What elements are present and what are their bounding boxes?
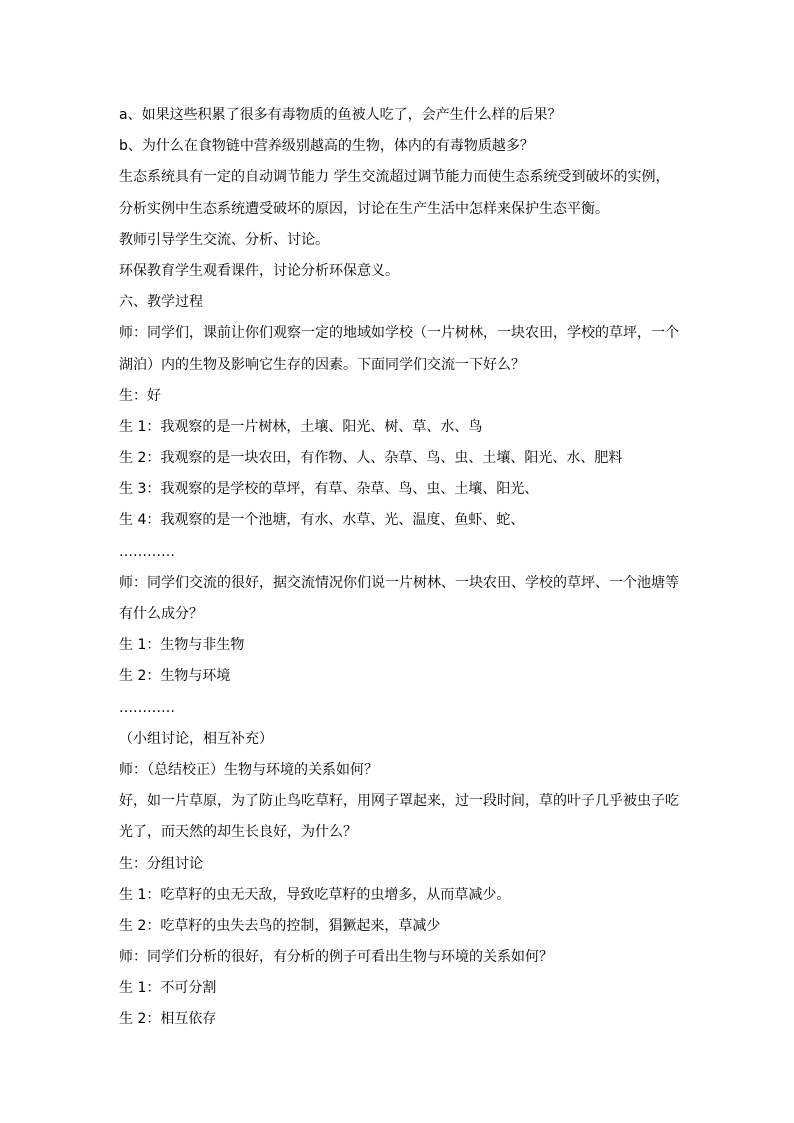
text-line: 生 2：生物与环境: [119, 668, 231, 685]
section-heading: 六、教学过程: [119, 294, 203, 311]
text-line: 生 2：我观察的是一块农田，有作物、人、杂草、鸟、虫、土壤、阳光、水、肥料: [119, 450, 623, 467]
text-line: 生：好: [119, 387, 161, 404]
text-line: 生态系统具有一定的自动调节能力 学生交流超过调节能力而使生态系统受到破坏的实例，: [119, 169, 670, 186]
text-line: （小组讨论，相互补充）: [119, 730, 273, 747]
text-line: 环保教育学生观看课件，讨论分析环保意义。: [119, 262, 399, 279]
ellipsis-line: …………: [119, 543, 175, 560]
text-line: 师：同学们，课前让你们观察一定的地域如学校（一片树林，一块农田，学校的草坪，一个: [119, 325, 679, 342]
text-line: 有什么成分？: [119, 606, 203, 622]
text-line: 教师引导学生交流、分析、讨论。: [119, 231, 329, 248]
text-line: 生 4：我观察的是一个池塘，有水、水草、光、温度、鱼虾、蛇、: [119, 512, 525, 529]
text-line: 光了，而天然的却生长良好，为什么？: [119, 824, 357, 841]
text-line: 好，如一片草原，为了防止鸟吃草籽，用网子罩起来，过一段时间，草的叶子几乎被虫子吃: [119, 793, 679, 810]
document-body: [119, 100, 679, 1036]
text-line: 生 2：相互依存: [119, 1011, 217, 1028]
text-line: b、为什么在食物链中营养级别越高的生物，体内的有毒物质越多？: [119, 138, 534, 155]
ellipsis-line: …………: [119, 699, 175, 716]
text-line: 生 1：生物与非生物: [119, 637, 245, 654]
text-line: 生 1：不可分割: [119, 980, 217, 997]
text-line: 分析实例中生态系统遭受破坏的原因，讨论在生产生活中怎样来保护生态平衡。: [119, 200, 609, 217]
text-line: 师：同学们分析的很好，有分析的例子可看出生物与环境的关系如何？: [119, 949, 553, 966]
text-line: 湖泊）内的生物及影响它生存的因素。下面同学们交流一下好么？: [119, 356, 525, 373]
text-line: 生 1：我观察的是一片树林，土壤、阳光、树、草、水、鸟: [119, 418, 483, 435]
text-line: a、如果这些积累了很多有毒物质的鱼被人吃了，会产生什么样的后果？: [119, 107, 562, 123]
text-line: 师：同学们交流的很好，据交流情况你们说一片树林、一块农田、学校的草坪、一个池塘等: [119, 574, 679, 591]
text-line: 师：（总结校正）生物与环境的关系如何？: [119, 761, 378, 778]
text-line: 生 2：吃草籽的虫失去鸟的控制，猖獗起来，草减少: [119, 917, 441, 934]
text-line: 生 3：我观察的是学校的草坪，有草、杂草、鸟、虫、土壤、阳光、: [119, 481, 539, 498]
text-line: 生：分组讨论: [119, 855, 203, 872]
text-line: 生 1：吃草籽的虫无天敌，导致吃草籽的虫增多，从而草减少。: [119, 886, 511, 903]
